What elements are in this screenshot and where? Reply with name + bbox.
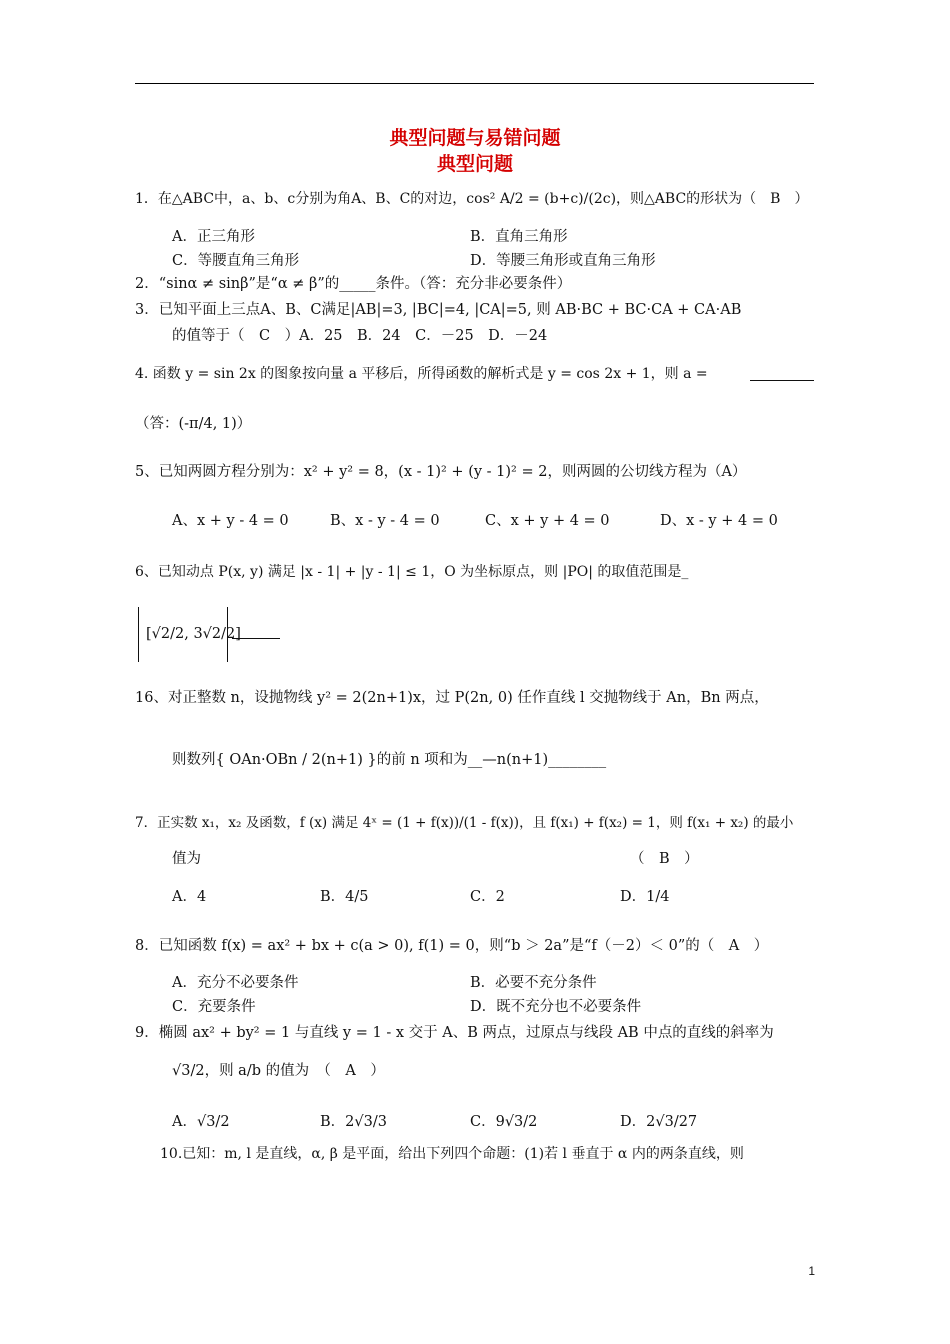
q10-text: 10.已知：m, l 是直线，α, β 是平面，给出下列四个命题：(1)若 l 垂直于 α 内的两条直线，则 <box>160 1146 744 1162</box>
q7-option-d: D．1/4 <box>620 889 670 905</box>
q7-option-c: C．2 <box>470 889 505 905</box>
q4-stem: 4. 函数 y = sin 2x 的图象按向量 a 平移后，所得函数的解析式是 y = cos 2x + 1，则 a = <box>135 366 708 382</box>
q7-option-b: B．4/5 <box>320 889 369 905</box>
q9-option-a: A．√3/2 <box>172 1114 230 1130</box>
q5-option-b: B、x - y - 4 = 0 <box>330 513 440 529</box>
q5-option-a: A、x + y - 4 = 0 <box>172 513 289 529</box>
q6-stem: 6、已知动点 P(x, y) 满足 |x - 1| + |y - 1| ≤ 1，O 为坐标原点，则 |PO| 的取值范围是_ <box>135 564 689 580</box>
q7-option-a: A．4 <box>172 889 207 905</box>
q2-text: 2．“sinα ≠ sinβ”是“α ≠ β”的_____条件。（答：充分非必要条件） <box>135 276 572 292</box>
page-number: 1 <box>808 1264 815 1278</box>
q5-option-d: D、x - y + 4 = 0 <box>660 513 778 529</box>
q8-stem: 8．已知函数 f(x) = ax² + bx + c(a > 0), f(1) = 0，则“b ＞ 2a”是“f（－2）＜ 0”的（ A ） <box>135 938 769 954</box>
q16-stem: 16、对正整数 n，设抛物线 y² = 2(2n+1)x，过 P(2n, 0) 任作直线 l 交抛物线于 An，Bn 两点， <box>135 690 769 706</box>
q6-answer: [√2/2, 3√2/2] <box>146 626 241 642</box>
q4-blank <box>750 366 814 381</box>
q8-option-c: C．充要条件 <box>172 999 256 1015</box>
section-title: 典型问题 <box>436 153 513 175</box>
q1-option-c: C．等腰直角三角形 <box>172 253 300 269</box>
q1-option-d: D．等腰三角形或直角三角形 <box>470 253 656 269</box>
q7-answer: （ B ） <box>630 851 699 867</box>
q4-answer: （答：(-π/4, 1)） <box>135 416 252 432</box>
doc-title: 典型问题与易错问题 <box>389 127 561 149</box>
q7-stem: 7．正实数 x₁，x₂ 及函数，f (x) 满足 4ˣ = (1 + f(x))/(1 - f(x))，且 f(x₁) + f(x₂) = 1，则 f(x₁ + x₂) 的最小 <box>135 815 794 831</box>
q3-stem: 3．已知平面上三点A、B、C满足|AB|=3, |BC|=4, |CA|=5, 则 AB·BC + BC·CA + CA·AB <box>135 302 742 318</box>
q3-tail: 的值等于（ C ）A．25 B．24 C．－25 D．－24 <box>172 328 548 344</box>
q1-stem: 1．在△ABC中，a、b、c分别为角A、B、C的对边，cos² A/2 = (b+c)/(2c)，则△ABC的形状为（ B ） <box>135 191 809 207</box>
q9-option-d: D．2√3/27 <box>620 1114 698 1130</box>
q1-option-a: A．正三角形 <box>172 229 255 245</box>
q7-stem2: 值为 <box>172 851 201 867</box>
q9-stem: 9．椭圆 ax² + by² = 1 与直线 y = 1 - x 交于 A、B 两点，过原点与线段 AB 中点的直线的斜率为 <box>135 1025 774 1041</box>
q9-stem2: √3/2，则 a/b 的值为 （ A ） <box>172 1063 385 1079</box>
q8-option-a: A．充分不必要条件 <box>172 975 299 991</box>
q9-option-b: B．2√3/3 <box>320 1114 387 1130</box>
q5-option-c: C、x + y + 4 = 0 <box>485 513 610 529</box>
q6-blank <box>232 638 280 639</box>
header-rule <box>135 83 814 84</box>
q16-tail: 则数列{ OAn·OBn / 2(n+1) }的前 n 项和为__—n(n+1)________ <box>172 752 607 768</box>
q8-option-b: B．必要不充分条件 <box>470 975 597 991</box>
q1-option-b: B．直角三角形 <box>470 229 568 245</box>
q8-option-d: D．既不充分也不必要条件 <box>470 999 642 1015</box>
q5-stem: 5、已知两圆方程分别为：x² + y² = 8，(x - 1)² + (y - 1)² = 2，则两圆的公切线方程为（A） <box>135 464 747 480</box>
q9-option-c: C．9√3/2 <box>470 1114 538 1130</box>
